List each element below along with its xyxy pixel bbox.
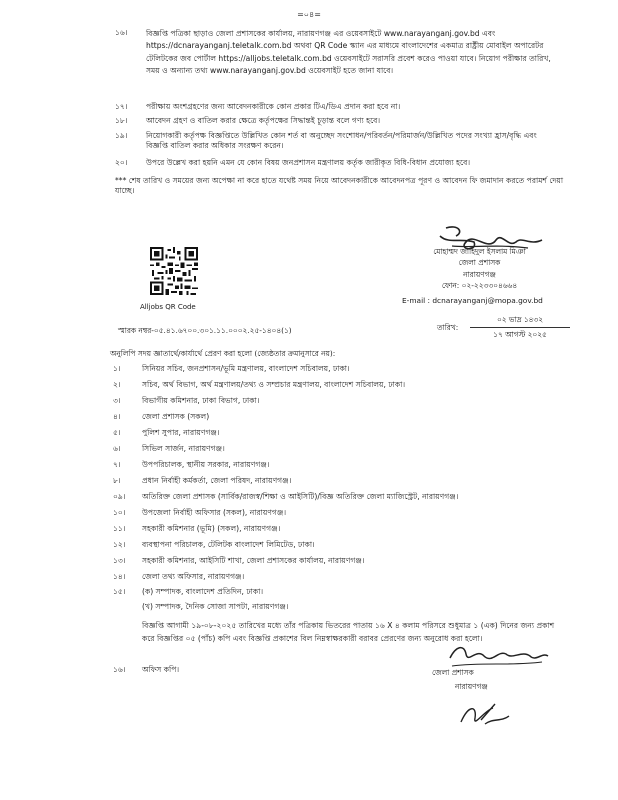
list-item-number: ১। [113, 364, 121, 373]
list-item: সহকারী কমিশনার, আইসিটি শাখা, জেলা প্রশাসকের কার্যালয়, নারায়ণগঞ্জ। [142, 556, 365, 565]
signatory-phone: ফোন: ০২-২২৩৩০৪৬৬৪ [441, 281, 518, 291]
clause-text: উপরে উল্লেখ করা হয়নি এমন যে কোন বিষয় জনপ্রশাসন মন্ত্রণালয় কর্তৃক জারীকৃত বিধি-বিধান প্রযোজ্য হবে। [146, 158, 471, 167]
list-item-number: ১৫। [113, 587, 126, 596]
list-item-number: ৩। [113, 396, 121, 405]
copy-heading: অনুলিপি সদয় জ্ঞাতার্থে/কার্যার্থে প্রেরণ করা হলো (জ্যেষ্ঠতার ক্রমানুসারে নয়): [110, 349, 336, 358]
date-english: ১৭ আগস্ট ২০২৫ [493, 330, 547, 340]
signatory-designation: জেলা প্রশাসক [458, 258, 501, 268]
list-item-number: ৪। [113, 412, 121, 421]
list-item-number: ১৬। [113, 665, 126, 674]
signatory2-designation: জেলা প্রশাসক [432, 668, 474, 677]
list-item: বিভাগীয় কমিশনার, ঢাকা বিভাগ, ঢাকা। [142, 396, 260, 405]
signatory-name: মোহাম্মদ জাহিদুল ইসলাম মিঞা [433, 247, 526, 256]
clause-number: ১৯। [115, 131, 128, 140]
list-item-number: ৮। [113, 476, 121, 485]
list-item-number: ১২। [113, 540, 126, 549]
list-item: উপজেলা নির্বাহী অফিসার (সকল), নারায়ণগঞ্জ। [142, 508, 287, 517]
advisory-note: *** শেষ তারিখ ও সময়ের জন্য অপেক্ষা না করে হাতে যথেষ্ট সময় নিয়ে আবেদনকারীকে আবেদনপত্র পূরণ ও আবেদন ফি জমাদান করতে পরামর্শ দেয়া যাচ্ছে। [115, 176, 564, 196]
list-item: সচিব, অর্থ বিভাগ, অর্থ মন্ত্রণালয়/তথ্য ও সম্প্রচার মন্ত্রণালয়, বাংলাদেশ সচিবালয়, ঢাকা। [142, 380, 406, 389]
list-item-number: ১৪। [113, 572, 126, 581]
list-item-number: ১০। [113, 508, 126, 517]
list-item: সহকারী কমিশনার (ভূমি) (সকল), নারায়ণগঞ্জ। [142, 524, 281, 533]
signatory-block [392, 246, 567, 292]
clause-text: বিজ্ঞপ্তি পত্রিকা ছাড়াও জেলা প্রশাসকের কার্যালয়, নারায়ণগঞ্জ এর ওয়েবসাইটে www.narayanganj.gov.bd এবং https://dcnarayanganj.teletalk.com.bd অথবা QR Code স্ক্যান এর মাধ্যমে বাংলাদেশের একমাত্র রাষ্ট্রীয় মোবাইল অপারেটর টেলিটকের জব পোর্টাল https://alljobs.teletalk.com.bd ওয়েবসাইটে সরাসরি প্রবেশ করেও পাওয়া যাবে। নিয়োগ পরীক্ষার তারিখ, সময় ও অন্যান্য তথ্য www.narayanganj.gov.bd ওয়েবসাইট হতে জানা যাবে। [146, 29, 551, 75]
list-item: প্রধান নির্বাহী কর্মকর্তা, জেলা পরিষদ, নারায়ণগঞ্জ। [142, 476, 292, 485]
list-item-number: ৬। [113, 444, 121, 453]
clause-text: আবেদন গ্রহণ ও বাতিল করার ক্ষেত্রে কর্তৃপক্ষের সিদ্ধান্তই চূড়ান্ত বলে গণ্য হবে। [146, 116, 381, 125]
clause-number: ১৭। [115, 102, 128, 111]
clause-number: ১৮। [115, 116, 128, 125]
list-item-number: ২। [113, 380, 121, 389]
date-block [470, 313, 570, 342]
qr-code-image[interactable] [150, 247, 198, 295]
list-item: উপপরিচালক, স্থানীয় সরকার, নারায়ণগঞ্জ। [142, 460, 270, 469]
qr-caption: Alljobs QR Code [140, 303, 196, 311]
list-item: জেলা তথ্য অফিসার, নারায়ণগঞ্জ। [142, 572, 245, 581]
list-item: ব্যবস্থাপনা পরিচালক, টেলিটক বাংলাদেশ লিমিটেড, ঢাকা। [142, 540, 315, 549]
date-label: তারিখ: [437, 323, 459, 332]
list-item: অফিস কপি। [142, 665, 180, 674]
list-item-number: ৭। [113, 460, 121, 469]
list-item: অতিরিক্ত জেলা প্রশাসক (সার্বিক/রাজস্ব/শিক্ষা ও আইসিটি)/বিজ্ঞ অতিরিক্ত জেলা ম্যাজিস্ট্রেট, নারায়ণগঞ্জ। [142, 492, 459, 501]
initials-mark [455, 700, 515, 730]
signatory-email[interactable]: E-mail : dcnarayanganj@mopa.gov.bd [402, 296, 543, 305]
clause-text: নিয়োগকারী কর্তৃপক্ষ বিজ্ঞপ্তিতে উল্লিখিত কোন শর্ত বা অনুচ্ছেদ সংশোধন/পরিবর্তন/পরিমার্জন/উল্লিখিত পদের সংখ্যা হ্রাস/বৃদ্ধি এবং বিজ্ঞপ্তি বাতিল করার অধিকার সংরক্ষণ করেন। [146, 131, 537, 151]
list-item-number: ৫। [113, 428, 121, 437]
list-item: পুলিশ সুপার, নারায়ণগঞ্জ। [142, 428, 220, 437]
clause-number: ২০। [115, 158, 128, 167]
signatory2-district: নারায়ণগঞ্জ [455, 682, 488, 691]
list-item-number: ১৩। [113, 556, 126, 565]
date-bangla: ০২ ভাদ্র ১৪৩২ [470, 313, 570, 328]
page-number: =০৪= [297, 10, 321, 19]
list-item: সিনিয়র সচিব, জনপ্রশাসন/ভূমি মন্ত্রণালয়, বাংলাদেশ সচিবালয়, ঢাকা। [142, 364, 350, 373]
list-item-number: ১১। [113, 524, 126, 533]
signatory-district: নারায়ণগঞ্জ [463, 269, 496, 279]
publication-request: বিজ্ঞপ্তি আগামী ১৯-০৮-২০২৫ তারিখের মধ্যে তাঁর পত্রিকায় ভিতরের পাতায় ১৬ X ৪ কলাম পরিসরে শুধুমাত্র ১ (এক) দিনের জন্য প্রকাশ করে বিজ্ঞপ্তির ০৫ (পাঁচ) কপি এবং বিজ্ঞপ্তি প্রকাশের বিল নিম্নস্বাক্ষরকারী বরাবর প্রেরণের জন্য অনুরোধ করা হলো। [142, 621, 555, 643]
list-item-number: ০৯। [113, 492, 126, 501]
list-item: (ক) সম্পাদক, বাংলাদেশ প্রতিদিন, ঢাকা। [142, 587, 264, 596]
list-item: জেলা প্রশাসক (সকল) [142, 412, 210, 421]
memo-number: স্মারক নম্বর-০৫.৪১.৬৭০০.৩০১.১১.০০০২.২৫-১৪০৪(১) [118, 326, 292, 335]
clause-number: ১৬। [115, 28, 128, 37]
list-item: সিভিল সার্জন, নারায়ণগঞ্জ। [142, 444, 225, 453]
list-item: (খ) সম্পাদক, দৈনিক সোজা সাপটা, নারায়ণগঞ্জ। [142, 602, 289, 611]
clause-text: পরীক্ষায় অংশগ্রহণের জন্য আবেদনকারীকে কোন প্রকার টিএ/ডিএ প্রদান করা হবে না। [146, 102, 401, 111]
